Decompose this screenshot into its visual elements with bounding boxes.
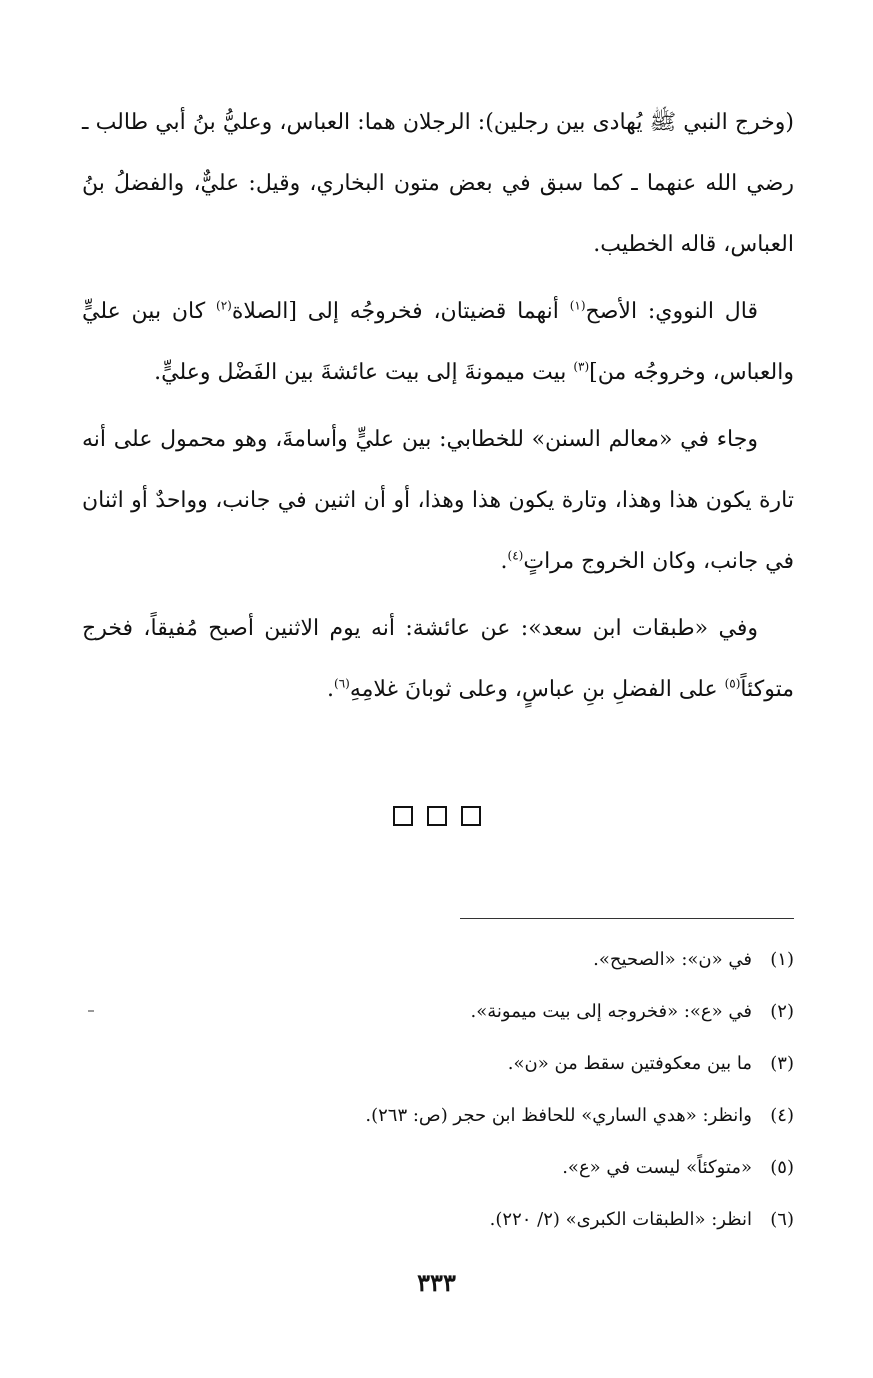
footnote-ref-5[interactable]: (٥) [724, 676, 741, 691]
footnote-2 [74, 986, 794, 1038]
footnote-text: «متوكئاً» ليست في «ع». [562, 1157, 752, 1178]
footnote-number: (٤) [770, 1105, 794, 1126]
paragraph-1 [82, 92, 794, 275]
footnote-ref-2[interactable]: (٢) [216, 298, 232, 313]
page-number: ٣٣٣ [417, 1268, 456, 1297]
footnote-text: انظر: «الطبقات الكبرى» (٢/ ٢٢٠). [489, 1209, 752, 1230]
section-separator [0, 806, 873, 830]
paragraph-3-part-1: وجاء في «معالم السنن» للخطابي: بين عليٍّ وأسامةَ، وهو محمول على أنه تارة يكون هذا وهذا، وتارة يكون هذا وهذا، أو أن اثنين في جانب، وواحدٌ أو اثنان في جانب، وكان الخروج مراتٍ [82, 427, 794, 574]
footnote-number: (١) [770, 949, 794, 970]
paragraph-4-part-2: على الفضلِ بنِ عباسٍ، وعلى ثوبانَ غلامِهِ [349, 677, 725, 702]
footnote-3 [74, 1038, 794, 1090]
paragraph-2-part-3: كان بين عليٍّ والعباس، وخروجُه من] [82, 299, 794, 385]
footnote-ref-4[interactable]: (٤) [507, 548, 524, 563]
footnote-text: في «ع»: «فخروجه إلى بيت ميمونة». [470, 1001, 752, 1022]
footnote-ref-1[interactable]: (١) [569, 298, 586, 313]
footnote-number: (٣) [770, 1053, 794, 1074]
footnote-text: في «ن»: «الصحيح». [593, 949, 752, 970]
separator-square-icon [393, 806, 413, 826]
main-text [82, 92, 794, 726]
paragraph-3-part-2: . [500, 549, 508, 574]
paragraph-4-part-1: وفي «طبقات ابن سعد»: عن عائشة: أنه يوم الاثنين أصبح مُفيقاً، فخرج متوكئاً [82, 616, 794, 702]
separator-square-icon [461, 806, 481, 826]
separator-square-icon [427, 806, 447, 826]
footnote-number: (٦) [770, 1209, 794, 1230]
footnotes [74, 934, 794, 1246]
paragraph-3 [82, 409, 794, 592]
footnote-text: وانظر: «هدي الساري» للحافظ ابن حجر (ص: ٢٦٣). [365, 1105, 752, 1126]
footnote-number: (٢) [770, 1001, 794, 1022]
footnote-1 [74, 934, 794, 986]
footnote-ref-6[interactable]: (٦) [334, 676, 350, 691]
footnote-5 [74, 1142, 794, 1194]
paragraph-4 [82, 598, 794, 720]
paragraph-2-part-2: أنهما قضيتان، فخروجُه إلى [الصلاة [231, 299, 570, 324]
paragraph-4-part-3: . [327, 677, 334, 702]
scan-speck [88, 1010, 94, 1012]
paragraph-2 [82, 281, 794, 403]
footnote-ref-3[interactable]: (٣) [573, 359, 590, 374]
footnote-number: (٥) [770, 1157, 794, 1178]
paragraph-2-part-1: قال النووي: الأصح [585, 299, 758, 324]
footnote-4 [74, 1090, 794, 1142]
footnote-divider [460, 918, 794, 919]
footnote-6 [74, 1194, 794, 1246]
paragraph-2-part-4: بيت ميمونةَ إلى بيت عائشةَ بين الفَضْل وعليٍّ. [154, 360, 574, 385]
footnote-text: ما بين معكوفتين سقط من «ن». [507, 1053, 752, 1074]
paragraph-1-text: (وخرج النبي ﷺ يُهادى بين رجلين): الرجلان هما: العباس، وعليُّ بنُ أبي طالب ـ رضي الله عنهما ـ كما سبق في بعض متون البخاري، وقيل: عليٌّ، والفضلُ بنُ العباس، قاله الخطيب. [82, 110, 794, 257]
